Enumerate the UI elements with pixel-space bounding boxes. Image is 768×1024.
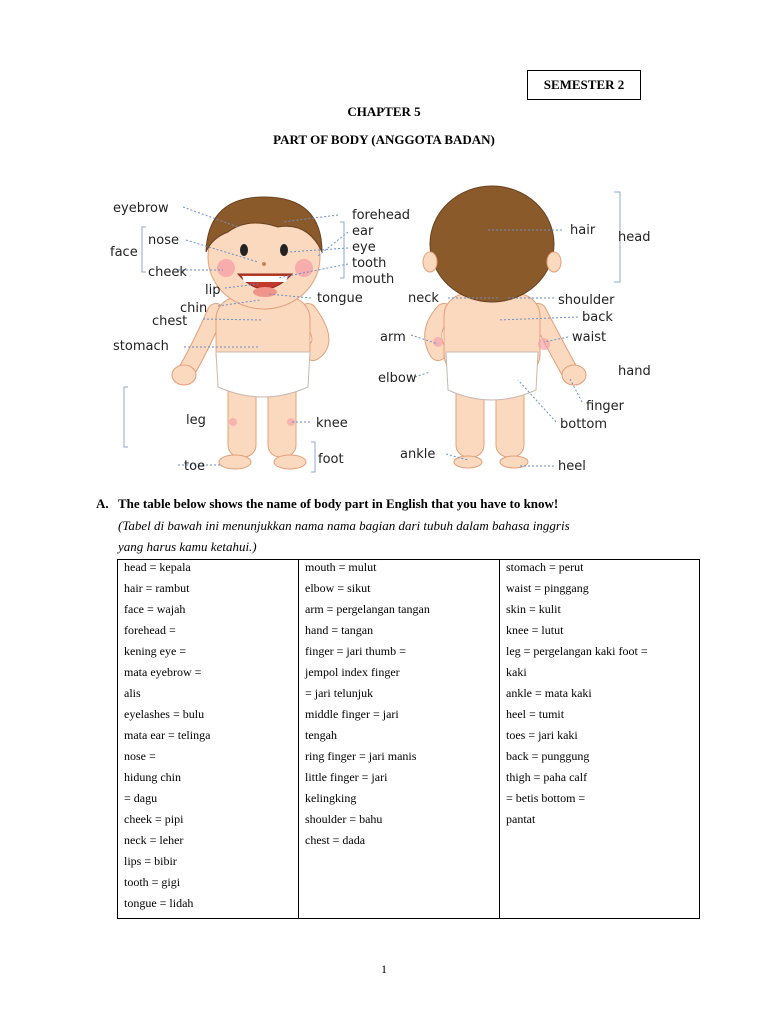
label-foot: foot bbox=[318, 452, 344, 467]
label-nose: nose bbox=[148, 233, 179, 248]
label-elbow: elbow bbox=[378, 371, 417, 386]
vocabulary-table bbox=[117, 559, 700, 919]
vocab-line: elbow = sikut bbox=[305, 581, 371, 595]
label-chest: chest bbox=[152, 314, 188, 329]
label-back: back bbox=[582, 310, 613, 325]
vocab-line: kening eye = bbox=[124, 644, 187, 658]
label-shoulder: shoulder bbox=[558, 293, 615, 308]
vocab-line: nose = bbox=[124, 749, 156, 763]
label-leg: leg bbox=[186, 413, 206, 428]
page-subtitle: PART OF BODY (ANGGOTA BADAN) bbox=[273, 132, 495, 147]
vocab-line: forehead = bbox=[124, 623, 176, 637]
body-parts-diagram bbox=[108, 182, 660, 480]
vocab-line: tooth = gigi bbox=[124, 875, 181, 889]
vocab-line: mata eyebrow = bbox=[124, 665, 202, 679]
vocab-line: neck = leher bbox=[124, 833, 184, 847]
section-letter: A. bbox=[96, 496, 109, 511]
vocab-line: kaki bbox=[506, 665, 527, 679]
vocab-line: hand = tangan bbox=[305, 623, 374, 637]
vocab-line: stomach = perut bbox=[506, 560, 584, 574]
label-finger: finger bbox=[586, 399, 625, 414]
label-stomach: stomach bbox=[113, 339, 169, 354]
label-forehead: forehead bbox=[352, 208, 411, 223]
vocab-line: ring finger = jari manis bbox=[305, 749, 417, 763]
vocab-line: hidung chin bbox=[124, 770, 181, 784]
label-neck: neck bbox=[408, 291, 439, 306]
vocab-line: tongue = lidah bbox=[124, 896, 194, 910]
label-ear: ear bbox=[352, 224, 374, 239]
vocab-line: ankle = mata kaki bbox=[506, 686, 592, 700]
vocab-line: leg = pergelangan kaki foot = bbox=[506, 644, 648, 658]
instruction-translation-line2: yang harus kamu ketahui.) bbox=[118, 539, 257, 554]
vocab-line: skin = kulit bbox=[506, 602, 561, 616]
label-toe: toe bbox=[184, 459, 206, 474]
label-eyebrow: eyebrow bbox=[113, 201, 169, 216]
label-eye: eye bbox=[352, 240, 376, 255]
vocab-column-2 bbox=[298, 560, 499, 918]
instruction-translation-line1: (Tabel di bawah ini menunjukkan nama nama bagian dari tubuh dalam bahasa inggris bbox=[118, 518, 570, 533]
vocab-line: mouth = mulut bbox=[305, 560, 377, 574]
vocab-line: little finger = jari bbox=[305, 770, 388, 784]
vocab-line: pantat bbox=[506, 812, 536, 826]
label-tooth: tooth bbox=[352, 256, 387, 271]
vocab-line: head = kepala bbox=[124, 560, 191, 574]
vocab-line: tengah bbox=[305, 728, 337, 742]
face-bracket bbox=[142, 227, 146, 272]
vocab-line: knee = lutut bbox=[506, 623, 564, 637]
vocab-line: alis bbox=[124, 686, 141, 700]
leg-bracket bbox=[124, 387, 128, 447]
label-ankle: ankle bbox=[400, 447, 436, 462]
label-face: face bbox=[110, 245, 138, 260]
vocab-line: back = punggung bbox=[506, 749, 590, 763]
label-head: head bbox=[618, 230, 651, 245]
foot-bracket bbox=[311, 442, 315, 472]
vocab-column-1 bbox=[118, 560, 298, 918]
label-lip: lip bbox=[205, 283, 221, 298]
vocab-line: toes = jari kaki bbox=[506, 728, 578, 742]
vocab-column-3 bbox=[499, 560, 699, 918]
mouth-bracket bbox=[340, 222, 344, 278]
vocab-line: eyelashes = bulu bbox=[124, 707, 205, 721]
vocab-line: heel = tumit bbox=[506, 707, 565, 721]
vocab-line: waist = pinggang bbox=[506, 581, 589, 595]
front-child-illustration bbox=[172, 197, 322, 469]
vocab-line: thigh = paha calf bbox=[506, 770, 588, 784]
page-number: 1 bbox=[381, 962, 387, 976]
instruction-text: The table below shows the name of body part in English that you have to know! bbox=[118, 496, 559, 511]
vocab-line: face = wajah bbox=[124, 602, 186, 616]
label-cheek: cheek bbox=[148, 265, 187, 280]
vocab-line: lips = bibir bbox=[124, 854, 177, 868]
vocab-line: shoulder = bahu bbox=[305, 812, 383, 826]
vocab-line: arm = pergelangan tangan bbox=[305, 602, 430, 616]
label-knee: knee bbox=[316, 416, 348, 431]
label-hair: hair bbox=[570, 223, 596, 238]
vocab-line: = dagu bbox=[124, 791, 158, 805]
label-chin: chin bbox=[180, 301, 208, 316]
vocab-line: jempol index finger bbox=[305, 665, 400, 679]
vocab-line: hair = rambut bbox=[124, 581, 190, 595]
vocab-line: mata ear = telinga bbox=[124, 728, 211, 742]
label-bottom: bottom bbox=[560, 417, 608, 432]
semester-box: SEMESTER 2 bbox=[527, 70, 641, 100]
label-waist: waist bbox=[572, 330, 607, 345]
label-hand: hand bbox=[618, 364, 651, 379]
vocab-line: finger = jari thumb = bbox=[305, 644, 406, 658]
vocab-line: middle finger = jari bbox=[305, 707, 399, 721]
vocab-line: = betis bottom = bbox=[506, 791, 586, 805]
vocab-line: = jari telunjuk bbox=[305, 686, 374, 700]
label-heel: heel bbox=[558, 459, 586, 474]
vocab-line: chest = dada bbox=[305, 833, 366, 847]
label-mouth: mouth bbox=[352, 272, 395, 287]
vocab-line: cheek = pipi bbox=[124, 812, 184, 826]
chapter-title: CHAPTER 5 bbox=[347, 104, 421, 119]
vocab-line: kelingking bbox=[305, 791, 357, 805]
label-arm: arm bbox=[380, 330, 406, 345]
label-tongue: tongue bbox=[317, 291, 363, 306]
